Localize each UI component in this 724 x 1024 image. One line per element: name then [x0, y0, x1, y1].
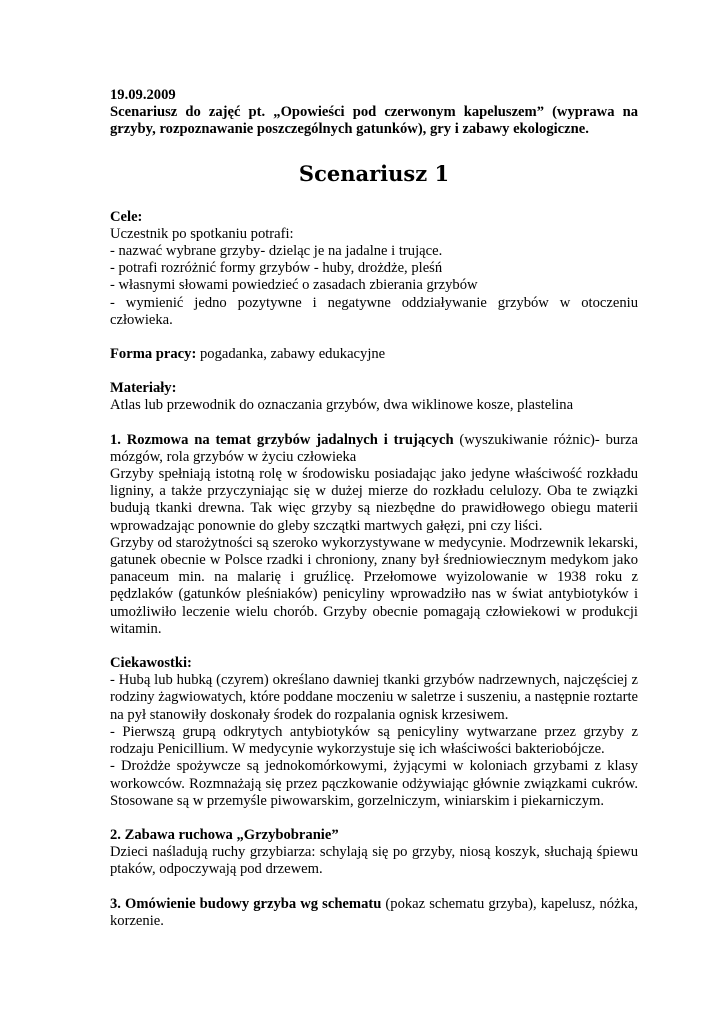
cele-intro: Uczestnik po spotkaniu potrafi: — [110, 225, 294, 242]
section-2-heading: 2. Zabawa ruchowa „Grzybobranie” — [110, 826, 339, 843]
section-1-heading: 1. Rozmowa na temat grzybów jadalnych i trujących — [110, 431, 454, 448]
cele-item: - potrafi rozróżnić formy grzybów - huby, drożdże, pleśń — [110, 260, 443, 277]
cele-section — [110, 209, 638, 329]
ciekawostki-item: - Pierwszą grupą odkrytych antybiotyków są penicyliny wytwarzane przez grzyby z rodzaju Penicillium. W medycynie wykorzystuje się ich właściwości bakteriobójcze. — [110, 723, 638, 758]
section-1-paragraph: Grzyby od starożytności są szeroko wykorzystywane w medycynie. Modrzewnik lekarski, gatunek obecnie w Polsce rzadki i chroniony, znany był średniowiecznym medykom jako panaceum min. na malarię i gruźlicę. Przełomowe wyizolowanie w 1938 roku z pędzlaków (gatunków pleśniaków) penicyliny wprowadziło nas w świat antybiotyków i umożliwiło leczenie wielu chorób. Grzyby obecnie pomagają człowiekowi w produkcji witamin. — [110, 534, 638, 637]
forma-pracy — [110, 346, 638, 363]
materialy-section — [110, 380, 638, 414]
section-3 — [110, 896, 638, 930]
ciekawostki-item: - Hubą lub hubką (czyrem) określano dawniej tkanki grzybów nadrzewnych, najczęściej z rodziny żagwiowatych, które poddane moczeniu w saletrze i suszeniu, a następnie roztarte na pył stanowiły doskonały środek do rozpalania ognisk krzesiwem. — [110, 672, 639, 723]
section-1 — [110, 432, 638, 638]
cele-heading: Cele: — [110, 208, 143, 225]
cele-item: - nazwać wybrane grzyby- dzieląc je na jadalne i trujące. — [110, 243, 443, 260]
section-1-heading-rest: (wyszukiwanie różnic)- burza mózgów, rola grzybów w życiu człowieka — [110, 431, 638, 465]
section-2-text: Dzieci naśladują ruchy grzybiarza: schylają się po grzyby, niosą koszyk, słuchają śpiewu ptaków, odpoczywają pod drzewem. — [110, 844, 638, 878]
section-3-heading-rest: (pokaz schematu grzyba), kapelusz, nóżka, korzenie. — [110, 895, 638, 929]
document-page — [110, 87, 638, 930]
ciekawostki-item: - Drożdże spożywcze są jednokomórkowymi, żyjącymi w koloniach grzybami z klasy workowców. Rozmnażają się przez pączkowanie odżywiając głównie związkami cukrów. Stosowane są w przemyśle piwowarskim, gorzelniczym, winiarskim i piekarniczym. — [110, 758, 638, 809]
section-1-heading-line — [110, 432, 638, 466]
section-2 — [110, 827, 638, 879]
cele-item: - własnymi słowami powiedzieć o zasadach zbierania grzybów — [110, 277, 478, 294]
ciekawostki-section — [110, 655, 638, 810]
forma-label: Forma pracy: — [110, 346, 197, 363]
ciekawostki-heading: Ciekawostki: — [110, 655, 192, 672]
document-date: 19.09.2009 — [110, 87, 176, 103]
materialy-heading: Materiały: — [110, 380, 177, 397]
section-3-heading-line — [110, 896, 638, 930]
forma-value: pogadanka, zabawy edukacyjne — [196, 346, 386, 363]
materialy-text: Atlas lub przewodnik do oznaczania grzybów, dwa wiklinowe kosze, plastelina — [110, 397, 574, 414]
section-3-heading: 3. Omówienie budowy grzyba wg schematu — [110, 895, 382, 912]
cele-item: - wymienić jedno pozytywne i negatywne oddziaływanie grzybów w otoczeniu człowieka. — [110, 294, 638, 328]
scenario-header: Scenariusz do zajęć pt. „Opowieści pod czerwonym kapeluszem” (wyprawa na grzyby, rozpoznawanie poszczególnych gatunków), gry i zabawy ekologiczne. — [110, 104, 638, 138]
document-title: Scenariusz 1 — [298, 160, 450, 186]
section-1-paragraph: Grzyby spełniają istotną rolę w środowisku posiadając jako jedyne właściwość rozkładu ligniny, a także przyczyniając się w dużej mierze do rozkładu celulozy. Oba te związki budują tkanki drewna. Tak więc grzyby są niezbędne do prawidłowego obiegu materii wprowadzając ponownie do gleby szczątki martwych gałęzi, pni czy liści. — [110, 466, 638, 534]
